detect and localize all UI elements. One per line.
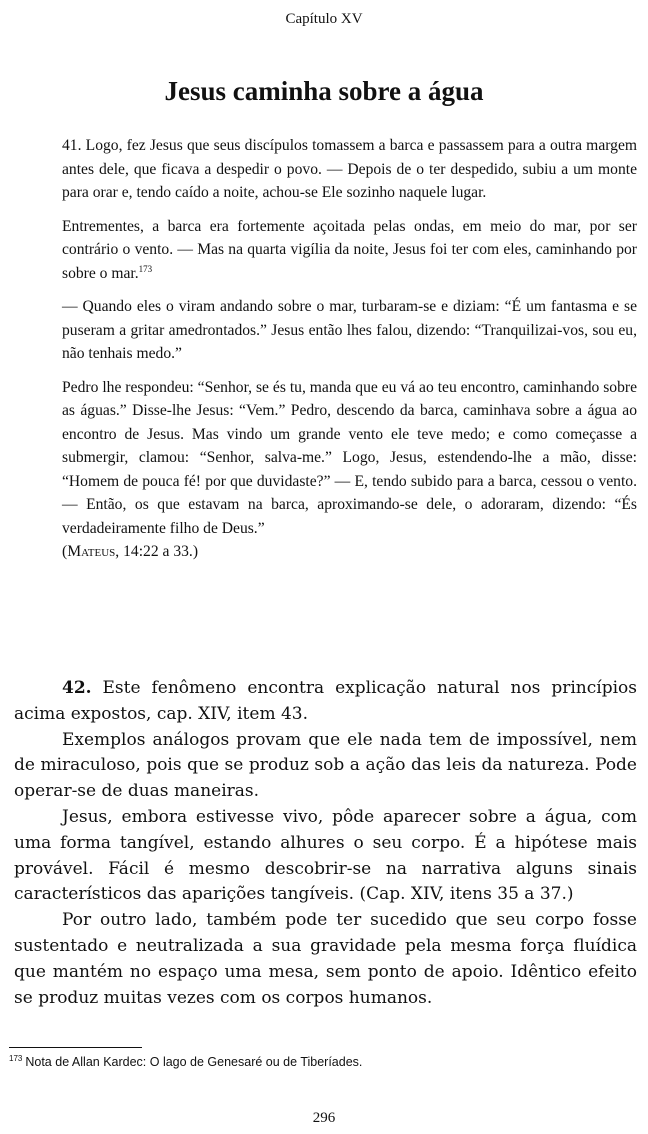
footnote-mark: 173 xyxy=(9,1053,23,1063)
citation-reference: , 14:22 a 33.) xyxy=(115,543,199,560)
quote-paragraph-text: — Quando eles o viram andando sobre o mar, turbaram-se e diziam: “É um fantasma e se puseram a gritar amedrontados.” Jesus então lhes falou, dizendo: “Tranquilizai-vos, sou eu, não tenhais medo.” xyxy=(62,298,637,362)
quote-paragraph-text: Entrementes, a barca era fortemente açoitada pelas ondas, em meio do mar, por ser contrário o vento. — Mas na quarta vigília da noite, Jesus foi ter com eles, caminhando por sobre o mar. xyxy=(62,217,637,282)
item-number: 42. xyxy=(62,678,92,698)
footnote-divider xyxy=(9,1047,142,1048)
quote-paragraph xyxy=(62,295,637,366)
quote-paragraph xyxy=(62,134,637,205)
commentary-paragraph xyxy=(14,676,637,728)
citation-author: Mateus xyxy=(67,543,116,560)
running-header: Capítulo XV xyxy=(285,11,363,27)
commentary-paragraph: Jesus, embora estivesse vivo, pôde aparecer sobre a água, com uma forma tangível, estando alhures o seu corpo. É a hipótese mais provável. Fácil é mesmo descobrir-se na narrativa alguns sinais característicos das aparições tangíveis. (Cap. XIV, itens 35 a 37.) xyxy=(14,806,637,905)
quote-paragraph xyxy=(62,215,637,286)
quote-paragraph-text: 41. Logo, fez Jesus que seus discípulos tomassem a barca e passassem para a outra margem antes dele, que ficava a despedir o povo. — Depois de o ter despedido, subiu a um monte para orar e, tendo caído a noite, achou-se Ele sozinho naquele lugar. xyxy=(62,137,637,201)
citation-open: ( xyxy=(62,543,68,560)
commentary-paragraph: Exemplos análogos provam que ele nada tem de impossível, nem de miraculoso, pois que se produz sob a ação das leis da natureza. Pode operar-se de duas maneiras. xyxy=(14,729,637,802)
footnote-text: Nota de Allan Kardec: O lago de Genesaré ou de Tiberíades. xyxy=(25,1055,363,1069)
quote-paragraph xyxy=(62,376,637,564)
commentary-paragraph: Por outro lado, também pode ter sucedido que seu corpo fosse sustentado e neutralizada a sua gravidade pela mesma força fluídica que mantém no espaço uma mesa, sem ponto de apoio. Idêntico efeito se produz muitas vezes com os corpos humanos. xyxy=(14,910,637,1008)
page-number: 296 xyxy=(312,1110,336,1126)
footnote-reference[interactable]: 173 xyxy=(138,263,153,274)
commentary-paragraph-text: Este fenômeno encontra explicação natural nos princípios acima expostos, cap. XIV, item 43. xyxy=(14,678,637,724)
chapter-title: Jesus caminha sobre a água xyxy=(164,76,484,106)
commentary-text xyxy=(14,676,637,1011)
quote-paragraph-text: Pedro lhe respondeu: “Senhor, se és tu, manda que eu vá ao teu encontro, caminhando sobre as águas.” Disse-lhe Jesus: “Vem.” Pedro, descendo da barca, caminhava sobre a água ao encontro de Jesus. Mas vindo um grande vento ele teve medo; e como começasse a submergir, clamou: “Senhor, salva-me.” Logo, Jesus, estendendo-lhe a mão, disse: “Homem de pouca fé! por que duvidaste?” — E, tendo subido para a barca, cessou o vento. — Então, os que estavam na barca, aproximando-se dele, o adoraram, dizendo: “És verdadeiramente filho de Deus.” xyxy=(62,378,637,537)
gospel-quote-block xyxy=(62,134,637,574)
footnote xyxy=(9,1054,629,1071)
